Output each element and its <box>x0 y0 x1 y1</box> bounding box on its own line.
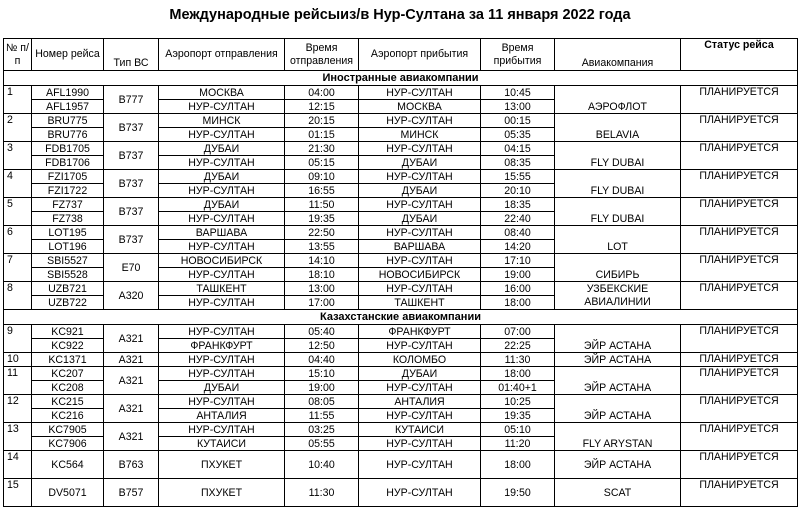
departure-time: 11:50 <box>285 198 359 212</box>
flight-number: FDB1705 <box>32 142 104 156</box>
departure-time: 18:10 <box>285 268 359 282</box>
flight-number: UZB721 <box>32 282 104 296</box>
flight-number: KC921 <box>32 325 104 339</box>
departure-time: 09:10 <box>285 170 359 184</box>
table-row <box>4 395 798 409</box>
arrival-airport: НУР-СУЛТАН <box>359 437 481 451</box>
table-row <box>4 86 798 100</box>
table-row <box>4 142 798 156</box>
departure-time: 19:35 <box>285 212 359 226</box>
flight-number: KC215 <box>32 395 104 409</box>
header-status: Статус рейса <box>681 39 798 71</box>
aircraft-type: B763 <box>104 451 159 479</box>
departure-airport: НУР-СУЛТАН <box>159 184 285 198</box>
table-row <box>4 170 798 184</box>
airline-name: FLY ARYSTAN <box>555 423 681 451</box>
flight-number: FZ738 <box>32 212 104 226</box>
arrival-time: 05:35 <box>481 128 555 142</box>
departure-airport: НУР-СУЛТАН <box>159 156 285 170</box>
arrival-airport: НУР-СУЛТАН <box>359 226 481 240</box>
row-number: 5 <box>4 198 32 226</box>
departure-time: 13:55 <box>285 240 359 254</box>
section-header-row <box>4 310 798 325</box>
row-number: 6 <box>4 226 32 254</box>
flight-number: FDB1706 <box>32 156 104 170</box>
arrival-time: 18:00 <box>481 296 555 310</box>
row-number: 15 <box>4 479 32 507</box>
status-text: ПЛАНИРУЕТСЯ <box>681 367 798 395</box>
departure-time: 15:10 <box>285 367 359 381</box>
row-number: 9 <box>4 325 32 353</box>
airline-name: СИБИРЬ <box>555 254 681 282</box>
flights-table <box>3 38 798 507</box>
header-dep-time: Время отправления <box>285 39 359 71</box>
status-text: ПЛАНИРУЕТСЯ <box>681 451 798 479</box>
aircraft-type: B737 <box>104 198 159 226</box>
arrival-airport: НУР-СУЛТАН <box>359 451 481 479</box>
arrival-airport: НУР-СУЛТАН <box>359 198 481 212</box>
departure-airport: НУР-СУЛТАН <box>159 423 285 437</box>
flight-number: KC216 <box>32 409 104 423</box>
flight-number: SBI5527 <box>32 254 104 268</box>
airline-name: BELAVIA <box>555 114 681 142</box>
flight-number: KC7905 <box>32 423 104 437</box>
row-number: 1 <box>4 86 32 114</box>
table-row <box>4 479 798 507</box>
departure-time: 04:40 <box>285 353 359 367</box>
departure-time: 21:30 <box>285 142 359 156</box>
aircraft-type: A321 <box>104 367 159 395</box>
departure-airport: ДУБАИ <box>159 381 285 395</box>
arrival-time: 18:35 <box>481 198 555 212</box>
aircraft-type: B737 <box>104 114 159 142</box>
airline-name: ЭЙР АСТАНА <box>555 325 681 353</box>
arrival-airport: НУР-СУЛТАН <box>359 114 481 128</box>
arrival-time: 19:50 <box>481 479 555 507</box>
status-text: ПЛАНИРУЕТСЯ <box>681 282 798 310</box>
departure-airport: НУР-СУЛТАН <box>159 367 285 381</box>
departure-airport: ДУБАИ <box>159 170 285 184</box>
arrival-airport: КУТАИСИ <box>359 423 481 437</box>
departure-airport: МИНСК <box>159 114 285 128</box>
arrival-airport: НУР-СУЛТАН <box>359 479 481 507</box>
departure-time: 05:15 <box>285 156 359 170</box>
airline-name: FLY DUBAI <box>555 198 681 226</box>
arrival-airport: МОСКВА <box>359 100 481 114</box>
arrival-airport: НУР-СУЛТАН <box>359 254 481 268</box>
departure-airport: ФРАНКФУРТ <box>159 339 285 353</box>
arrival-time: 05:10 <box>481 423 555 437</box>
status-text: ПЛАНИРУЕТСЯ <box>681 353 798 367</box>
departure-airport: ПХУКЕТ <box>159 479 285 507</box>
departure-airport: ПХУКЕТ <box>159 451 285 479</box>
table-row <box>4 282 798 296</box>
departure-time: 12:15 <box>285 100 359 114</box>
departure-time: 16:55 <box>285 184 359 198</box>
airline-name: УЗБЕКСКИЕ АВИАЛИНИИ <box>555 282 681 310</box>
aircraft-type: E70 <box>104 254 159 282</box>
arrival-time: 18:00 <box>481 367 555 381</box>
table-row <box>4 114 798 128</box>
flight-number: KC1371 <box>32 353 104 367</box>
status-text: ПЛАНИРУЕТСЯ <box>681 226 798 254</box>
arrival-time: 16:00 <box>481 282 555 296</box>
departure-time: 04:00 <box>285 86 359 100</box>
departure-time: 17:00 <box>285 296 359 310</box>
airline-name: LOT <box>555 226 681 254</box>
departure-airport: ДУБАИ <box>159 142 285 156</box>
aircraft-type: B737 <box>104 142 159 170</box>
row-number: 4 <box>4 170 32 198</box>
departure-airport: НУР-СУЛТАН <box>159 100 285 114</box>
flight-number: BRU775 <box>32 114 104 128</box>
flight-number: FZ737 <box>32 198 104 212</box>
aircraft-type: B737 <box>104 226 159 254</box>
airline-name: ЭЙР АСТАНА <box>555 367 681 395</box>
flight-number: BRU776 <box>32 128 104 142</box>
header-flight: Номер рейса <box>32 39 104 71</box>
arrival-time: 20:10 <box>481 184 555 198</box>
row-number: 11 <box>4 367 32 395</box>
aircraft-type: A321 <box>104 325 159 353</box>
arrival-time: 17:10 <box>481 254 555 268</box>
header-dep-airport: Аэропорт отправления <box>159 39 285 71</box>
arrival-time: 01:40+1 <box>481 381 555 395</box>
table-row <box>4 325 798 339</box>
header-arr-airport: Аэропорт прибытия <box>359 39 481 71</box>
status-text: ПЛАНИРУЕТСЯ <box>681 170 798 198</box>
row-number: 8 <box>4 282 32 310</box>
table-row <box>4 423 798 437</box>
arrival-airport: АНТАЛИЯ <box>359 395 481 409</box>
departure-time: 08:05 <box>285 395 359 409</box>
header-num: № п/п <box>4 39 32 71</box>
row-number: 13 <box>4 423 32 451</box>
arrival-time: 22:40 <box>481 212 555 226</box>
arrival-time: 14:20 <box>481 240 555 254</box>
arrival-airport: ДУБАИ <box>359 212 481 226</box>
arrival-time: 00:15 <box>481 114 555 128</box>
departure-airport: НУР-СУЛТАН <box>159 395 285 409</box>
table-row <box>4 367 798 381</box>
airline-name: АЭРОФЛОТ <box>555 86 681 114</box>
status-text: ПЛАНИРУЕТСЯ <box>681 325 798 353</box>
departure-airport: НУР-СУЛТАН <box>159 325 285 339</box>
aircraft-type: B757 <box>104 479 159 507</box>
section-header-row <box>4 71 798 86</box>
departure-time: 19:00 <box>285 381 359 395</box>
arrival-airport: НОВОСИБИРСК <box>359 268 481 282</box>
departure-time: 11:30 <box>285 479 359 507</box>
arrival-time: 10:45 <box>481 86 555 100</box>
arrival-time: 04:15 <box>481 142 555 156</box>
arrival-airport: ДУБАИ <box>359 367 481 381</box>
departure-airport: МОСКВА <box>159 86 285 100</box>
arrival-time: 11:30 <box>481 353 555 367</box>
row-number: 2 <box>4 114 32 142</box>
arrival-time: 08:35 <box>481 156 555 170</box>
departure-airport: НУР-СУЛТАН <box>159 353 285 367</box>
aircraft-type: A321 <box>104 395 159 423</box>
flight-number: SBI5528 <box>32 268 104 282</box>
aircraft-type: B737 <box>104 170 159 198</box>
table-row <box>4 198 798 212</box>
arrival-airport: НУР-СУЛТАН <box>359 381 481 395</box>
status-text: ПЛАНИРУЕТСЯ <box>681 479 798 507</box>
section-label: Иностранные авиакомпании <box>4 71 798 86</box>
aircraft-type: B777 <box>104 86 159 114</box>
flight-number: KC207 <box>32 367 104 381</box>
airline-name: FLY DUBAI <box>555 142 681 170</box>
section-label: Казахстанские авиакомпании <box>4 310 798 325</box>
status-text: ПЛАНИРУЕТСЯ <box>681 114 798 142</box>
arrival-time: 10:25 <box>481 395 555 409</box>
arrival-airport: НУР-СУЛТАН <box>359 339 481 353</box>
departure-airport: ВАРШАВА <box>159 226 285 240</box>
arrival-airport: ТАШКЕНТ <box>359 296 481 310</box>
header-arr-time: Время прибытия <box>481 39 555 71</box>
flight-number: KC564 <box>32 451 104 479</box>
arrival-time: 08:40 <box>481 226 555 240</box>
flight-number: UZB722 <box>32 296 104 310</box>
arrival-airport: КОЛОМБО <box>359 353 481 367</box>
departure-time: 14:10 <box>285 254 359 268</box>
header-airline: Авиакомпания <box>555 39 681 71</box>
arrival-time: 15:55 <box>481 170 555 184</box>
status-text: ПЛАНИРУЕТСЯ <box>681 423 798 451</box>
airline-name: FLY DUBAI <box>555 170 681 198</box>
status-text: ПЛАНИРУЕТСЯ <box>681 198 798 226</box>
table-row <box>4 226 798 240</box>
airline-name: SCAT <box>555 479 681 507</box>
flight-number: KC208 <box>32 381 104 395</box>
flight-number: KC7906 <box>32 437 104 451</box>
flight-number: LOT195 <box>32 226 104 240</box>
status-text: ПЛАНИРУЕТСЯ <box>681 254 798 282</box>
arrival-airport: НУР-СУЛТАН <box>359 86 481 100</box>
arrival-time: 13:00 <box>481 100 555 114</box>
aircraft-type: A320 <box>104 282 159 310</box>
departure-airport: НОВОСИБИРСК <box>159 254 285 268</box>
departure-time: 03:25 <box>285 423 359 437</box>
arrival-airport: НУР-СУЛТАН <box>359 409 481 423</box>
departure-airport: НУР-СУЛТАН <box>159 268 285 282</box>
departure-time: 05:40 <box>285 325 359 339</box>
airline-name: ЭЙР АСТАНА <box>555 395 681 423</box>
row-number: 7 <box>4 254 32 282</box>
arrival-time: 11:20 <box>481 437 555 451</box>
header-row <box>4 39 798 71</box>
table-row <box>4 451 798 479</box>
arrival-time: 19:00 <box>481 268 555 282</box>
page-title: Международные рейсыиз/в Нур-Султана за 11 января 2022 года <box>169 7 631 23</box>
flight-number: FZI1705 <box>32 170 104 184</box>
arrival-airport: НУР-СУЛТАН <box>359 142 481 156</box>
departure-time: 20:15 <box>285 114 359 128</box>
departure-time: 01:15 <box>285 128 359 142</box>
arrival-time: 22:25 <box>481 339 555 353</box>
departure-airport: НУР-СУЛТАН <box>159 128 285 142</box>
status-text: ПЛАНИРУЕТСЯ <box>681 86 798 114</box>
flight-number: FZI1722 <box>32 184 104 198</box>
arrival-airport: ВАРШАВА <box>359 240 481 254</box>
flight-number: LOT196 <box>32 240 104 254</box>
flight-number: DV5071 <box>32 479 104 507</box>
flight-number: AFL1957 <box>32 100 104 114</box>
departure-time: 10:40 <box>285 451 359 479</box>
arrival-airport: НУР-СУЛТАН <box>359 282 481 296</box>
status-text: ПЛАНИРУЕТСЯ <box>681 395 798 423</box>
departure-airport: НУР-СУЛТАН <box>159 296 285 310</box>
table-row <box>4 254 798 268</box>
departure-airport: ТАШКЕНТ <box>159 282 285 296</box>
departure-airport: ДУБАИ <box>159 198 285 212</box>
departure-airport: АНТАЛИЯ <box>159 409 285 423</box>
departure-time: 13:00 <box>285 282 359 296</box>
row-number: 12 <box>4 395 32 423</box>
table-row <box>4 353 798 367</box>
row-number: 10 <box>4 353 32 367</box>
header-type: Тип ВС <box>104 39 159 71</box>
departure-time: 11:55 <box>285 409 359 423</box>
row-number: 14 <box>4 451 32 479</box>
departure-airport: НУР-СУЛТАН <box>159 212 285 226</box>
arrival-time: 18:00 <box>481 451 555 479</box>
flight-number: KC922 <box>32 339 104 353</box>
flight-number: AFL1990 <box>32 86 104 100</box>
departure-time: 12:50 <box>285 339 359 353</box>
arrival-time: 19:35 <box>481 409 555 423</box>
aircraft-type: A321 <box>104 353 159 367</box>
status-text: ПЛАНИРУЕТСЯ <box>681 142 798 170</box>
departure-airport: НУР-СУЛТАН <box>159 240 285 254</box>
airline-name: ЭЙР АСТАНА <box>555 353 681 367</box>
arrival-airport: ФРАНКФУРТ <box>359 325 481 339</box>
arrival-airport: ДУБАИ <box>359 156 481 170</box>
arrival-airport: ДУБАИ <box>359 184 481 198</box>
arrival-time: 07:00 <box>481 325 555 339</box>
arrival-airport: МИНСК <box>359 128 481 142</box>
aircraft-type: A321 <box>104 423 159 451</box>
departure-time: 05:55 <box>285 437 359 451</box>
departure-airport: КУТАИСИ <box>159 437 285 451</box>
departure-time: 22:50 <box>285 226 359 240</box>
arrival-airport: НУР-СУЛТАН <box>359 170 481 184</box>
airline-name: ЭЙР АСТАНА <box>555 451 681 479</box>
row-number: 3 <box>4 142 32 170</box>
